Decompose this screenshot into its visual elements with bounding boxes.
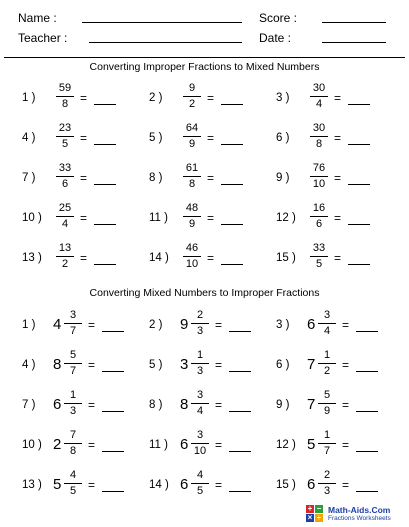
problem-number: 14 ): [149, 252, 169, 264]
whole-number: 3: [180, 356, 189, 373]
denominator: 2: [323, 365, 331, 377]
whole-number: 4: [53, 316, 62, 333]
problem-number: 12 ): [276, 439, 296, 451]
problem-number: 6 ): [276, 132, 290, 144]
fraction: [183, 82, 201, 111]
equals-sign: =: [342, 318, 350, 332]
problem-item: [276, 385, 406, 425]
problem-item: [22, 425, 152, 465]
equals-sign: =: [334, 131, 342, 145]
problem-number: 15 ): [276, 479, 296, 491]
problem-item: [149, 385, 279, 425]
fraction: [183, 202, 201, 231]
fraction: [318, 429, 336, 458]
fraction: [56, 122, 74, 151]
problem-item: [22, 118, 152, 158]
fraction: [64, 309, 82, 338]
name-line[interactable]: [82, 22, 242, 23]
numerator: 3: [323, 309, 331, 321]
answer-blank[interactable]: [229, 451, 251, 452]
problem-number: 13 ): [22, 252, 42, 264]
problem-number: 9 ): [276, 172, 290, 184]
problem-number: 11 ): [149, 439, 168, 451]
problem-number: 12 ): [276, 212, 296, 224]
problem-item: [22, 345, 152, 385]
fraction-bar: [56, 136, 74, 137]
fraction: [310, 162, 328, 191]
numerator: 61: [185, 162, 199, 174]
equals-sign: =: [80, 251, 88, 265]
denominator: 9: [323, 405, 331, 417]
whole-number: 6: [180, 436, 189, 453]
problem-item: [276, 118, 406, 158]
equals-sign: =: [80, 211, 88, 225]
equals-sign: =: [88, 358, 96, 372]
problem-item: [276, 238, 406, 278]
equals-sign: =: [88, 438, 96, 452]
problem-item: [149, 118, 279, 158]
whole-number: 7: [307, 356, 316, 373]
equals-sign: =: [334, 91, 342, 105]
fraction-bar: [56, 216, 74, 217]
numerator: 23: [58, 122, 72, 134]
answer-blank[interactable]: [94, 224, 116, 225]
problem-number: 1 ): [22, 92, 36, 104]
numerator: 5: [323, 389, 331, 401]
denominator: 7: [323, 445, 331, 457]
denominator: 7: [69, 365, 77, 377]
fraction-bar: [183, 256, 201, 257]
fraction: [318, 469, 336, 498]
fraction-bar: [183, 136, 201, 137]
name-label: Name :: [18, 11, 57, 25]
fraction-bar: [191, 363, 209, 364]
answer-blank[interactable]: [348, 104, 370, 105]
denominator: 4: [61, 218, 69, 230]
problem-item: [149, 198, 279, 238]
fraction-bar: [64, 483, 82, 484]
equals-sign: =: [342, 398, 350, 412]
denominator: 2: [61, 258, 69, 270]
fraction: [56, 82, 74, 111]
fraction: [64, 429, 82, 458]
equals-sign: =: [334, 171, 342, 185]
denominator: 4: [315, 98, 323, 110]
numerator: 1: [323, 349, 331, 361]
whole-number: 8: [53, 356, 62, 373]
answer-blank[interactable]: [221, 144, 243, 145]
numerator: 3: [196, 389, 204, 401]
problem-number: 14 ): [149, 479, 169, 491]
denominator: 3: [196, 365, 204, 377]
numerator: 4: [196, 469, 204, 481]
fraction-bar: [318, 323, 336, 324]
denominator: 6: [61, 178, 69, 190]
numerator: 1: [69, 389, 77, 401]
equals-sign: =: [207, 211, 215, 225]
numerator: 9: [188, 82, 196, 94]
denominator: 3: [69, 405, 77, 417]
fraction: [191, 429, 209, 458]
equals-sign: =: [215, 318, 223, 332]
numerator: 46: [185, 242, 199, 254]
date-label: Date :: [259, 31, 292, 45]
answer-blank[interactable]: [229, 331, 251, 332]
answer-blank[interactable]: [94, 144, 116, 145]
numerator: 3: [69, 309, 77, 321]
fraction-bar: [183, 176, 201, 177]
problem-number: 2 ): [149, 319, 163, 331]
whole-number: 6: [53, 396, 62, 413]
problem-number: 1 ): [22, 319, 36, 331]
problem-number: 15 ): [276, 252, 296, 264]
score-line[interactable]: [322, 22, 386, 23]
denominator: 8: [315, 138, 323, 150]
fraction-bar: [310, 96, 328, 97]
fraction-bar: [56, 256, 74, 257]
whole-number: 5: [53, 476, 62, 493]
numerator: 33: [58, 162, 72, 174]
denominator: 7: [69, 325, 77, 337]
fraction: [64, 389, 82, 418]
whole-number: 2: [53, 436, 62, 453]
problem-item: [276, 198, 406, 238]
equals-sign: =: [334, 251, 342, 265]
equals-sign: =: [88, 398, 96, 412]
section1-title: Converting Improper Fractions to Mixed Numbers: [89, 61, 320, 73]
score-label: Score :: [259, 11, 298, 25]
whole-number: 9: [180, 316, 189, 333]
denominator: 10: [185, 258, 199, 270]
denominator: 5: [315, 258, 323, 270]
numerator: 59: [58, 82, 72, 94]
whole-number: 6: [307, 316, 316, 333]
fraction: [191, 349, 209, 378]
problem-item: [276, 305, 406, 345]
answer-blank[interactable]: [356, 491, 378, 492]
answer-blank[interactable]: [221, 264, 243, 265]
fraction-bar: [64, 443, 82, 444]
denominator: 3: [323, 485, 331, 497]
fraction-bar: [191, 403, 209, 404]
logo-symbols-icon: + − × ÷: [307, 504, 322, 522]
answer-blank[interactable]: [221, 224, 243, 225]
equals-sign: =: [342, 438, 350, 452]
answer-blank[interactable]: [356, 331, 378, 332]
answer-blank[interactable]: [229, 411, 251, 412]
problem-item: [149, 345, 279, 385]
numerator: 30: [312, 82, 326, 94]
fraction-bar: [310, 136, 328, 137]
problem-number: 8 ): [149, 399, 163, 411]
fraction-bar: [318, 483, 336, 484]
problem-number: 2 ): [149, 92, 163, 104]
numerator: 48: [185, 202, 199, 214]
fraction: [56, 242, 74, 271]
numerator: 33: [312, 242, 326, 254]
problem-number: 5 ): [149, 359, 163, 371]
fraction: [310, 242, 328, 271]
problem-item: [149, 238, 279, 278]
fraction-bar: [183, 96, 201, 97]
problem-item: [22, 465, 152, 505]
date-line[interactable]: [322, 42, 386, 43]
answer-blank[interactable]: [348, 224, 370, 225]
problem-item: [149, 305, 279, 345]
answer-blank[interactable]: [102, 451, 124, 452]
equals-sign: =: [207, 171, 215, 185]
equals-sign: =: [80, 131, 88, 145]
numerator: 64: [185, 122, 199, 134]
answer-blank[interactable]: [348, 184, 370, 185]
numerator: 2: [196, 309, 204, 321]
problem-number: 3 ): [276, 319, 290, 331]
problem-number: 3 ): [276, 92, 290, 104]
problem-number: 13 ): [22, 479, 42, 491]
numerator: 4: [69, 469, 77, 481]
denominator: 3: [196, 325, 204, 337]
problem-number: 4 ): [22, 132, 36, 144]
answer-blank[interactable]: [221, 184, 243, 185]
problem-item: [276, 158, 406, 198]
denominator: 10: [312, 178, 326, 190]
problem-item: [276, 345, 406, 385]
answer-blank[interactable]: [102, 371, 124, 372]
denominator: 5: [69, 485, 77, 497]
fraction-bar: [191, 443, 209, 444]
fraction-bar: [318, 363, 336, 364]
denominator: 5: [61, 138, 69, 150]
problem-number: 10 ): [22, 212, 42, 224]
denominator: 8: [61, 98, 69, 110]
fraction: [56, 162, 74, 191]
problem-item: [149, 78, 279, 118]
fraction: [191, 469, 209, 498]
problem-number: 8 ): [149, 172, 163, 184]
whole-number: 7: [307, 396, 316, 413]
problem-item: [149, 465, 279, 505]
fraction: [183, 122, 201, 151]
logo-title: Math-Aids.Com: [328, 505, 391, 515]
math-aids-logo: [306, 505, 406, 525]
fraction: [310, 122, 328, 151]
fraction-bar: [310, 176, 328, 177]
equals-sign: =: [80, 91, 88, 105]
problem-number: 6 ): [276, 359, 290, 371]
fraction-bar: [64, 363, 82, 364]
whole-number: 5: [307, 436, 316, 453]
numerator: 1: [196, 349, 204, 361]
equals-sign: =: [215, 478, 223, 492]
numerator: 7: [69, 429, 77, 441]
numerator: 25: [58, 202, 72, 214]
answer-blank[interactable]: [94, 184, 116, 185]
equals-sign: =: [88, 318, 96, 332]
numerator: 2: [323, 469, 331, 481]
denominator: 4: [323, 325, 331, 337]
answer-blank[interactable]: [221, 104, 243, 105]
numerator: 30: [312, 122, 326, 134]
answer-blank[interactable]: [102, 411, 124, 412]
fraction: [183, 242, 201, 271]
problem-item: [276, 465, 406, 505]
problem-number: 11 ): [149, 212, 168, 224]
denominator: 4: [196, 405, 204, 417]
equals-sign: =: [80, 171, 88, 185]
answer-blank[interactable]: [102, 331, 124, 332]
fraction: [318, 389, 336, 418]
numerator: 13: [58, 242, 72, 254]
whole-number: 8: [180, 396, 189, 413]
fraction: [310, 82, 328, 111]
fraction-bar: [318, 443, 336, 444]
whole-number: 6: [180, 476, 189, 493]
problem-number: 7 ): [22, 399, 36, 411]
answer-blank[interactable]: [356, 451, 378, 452]
problem-item: [22, 198, 152, 238]
numerator: 16: [312, 202, 326, 214]
answer-blank[interactable]: [356, 371, 378, 372]
answer-blank[interactable]: [229, 491, 251, 492]
fraction: [318, 309, 336, 338]
fraction: [191, 309, 209, 338]
fraction: [183, 162, 201, 191]
numerator: 5: [69, 349, 77, 361]
answer-blank[interactable]: [348, 144, 370, 145]
equals-sign: =: [342, 358, 350, 372]
problem-item: [149, 158, 279, 198]
fraction: [64, 469, 82, 498]
teacher-line[interactable]: [89, 42, 242, 43]
problem-item: [276, 78, 406, 118]
problem-number: 5 ): [149, 132, 163, 144]
numerator: 76: [312, 162, 326, 174]
logo-subtitle: Fractions Worksheets: [328, 515, 391, 522]
fraction: [318, 349, 336, 378]
fraction: [310, 202, 328, 231]
answer-blank[interactable]: [348, 264, 370, 265]
section2-title: Converting Mixed Numbers to Improper Fractions: [89, 287, 320, 299]
problem-item: [22, 305, 152, 345]
equals-sign: =: [88, 478, 96, 492]
fraction-bar: [310, 216, 328, 217]
equals-sign: =: [215, 438, 223, 452]
answer-blank[interactable]: [356, 411, 378, 412]
problem-number: 4 ): [22, 359, 36, 371]
equals-sign: =: [215, 398, 223, 412]
problem-item: [22, 238, 152, 278]
fraction: [56, 202, 74, 231]
equals-sign: =: [342, 478, 350, 492]
problem-item: [149, 425, 279, 465]
equals-sign: =: [207, 251, 215, 265]
equals-sign: =: [334, 211, 342, 225]
fraction-bar: [56, 176, 74, 177]
whole-number: 6: [307, 476, 316, 493]
teacher-label: Teacher :: [18, 31, 68, 45]
problem-item: [22, 158, 152, 198]
problem-number: 7 ): [22, 172, 36, 184]
denominator: 8: [188, 178, 196, 190]
problem-number: 10 ): [22, 439, 42, 451]
fraction-bar: [310, 256, 328, 257]
denominator: 9: [188, 218, 196, 230]
fraction-bar: [318, 403, 336, 404]
fraction: [64, 349, 82, 378]
problem-item: [22, 78, 152, 118]
answer-blank[interactable]: [102, 491, 124, 492]
equals-sign: =: [207, 131, 215, 145]
fraction-bar: [191, 323, 209, 324]
problem-number: 9 ): [276, 399, 290, 411]
header-divider: [4, 57, 405, 58]
denominator: 6: [315, 218, 323, 230]
fraction-bar: [191, 483, 209, 484]
denominator: 2: [188, 98, 196, 110]
numerator: 1: [323, 429, 331, 441]
fraction-bar: [64, 403, 82, 404]
numerator: 3: [196, 429, 204, 441]
fraction-bar: [56, 96, 74, 97]
fraction: [191, 389, 209, 418]
answer-blank[interactable]: [94, 264, 116, 265]
problem-item: [22, 385, 152, 425]
denominator: 8: [69, 445, 77, 457]
denominator: 5: [196, 485, 204, 497]
fraction-bar: [183, 216, 201, 217]
equals-sign: =: [215, 358, 223, 372]
equals-sign: =: [207, 91, 215, 105]
answer-blank[interactable]: [229, 371, 251, 372]
denominator: 9: [188, 138, 196, 150]
denominator: 10: [193, 445, 207, 457]
problem-item: [276, 425, 406, 465]
answer-blank[interactable]: [94, 104, 116, 105]
fraction-bar: [64, 323, 82, 324]
